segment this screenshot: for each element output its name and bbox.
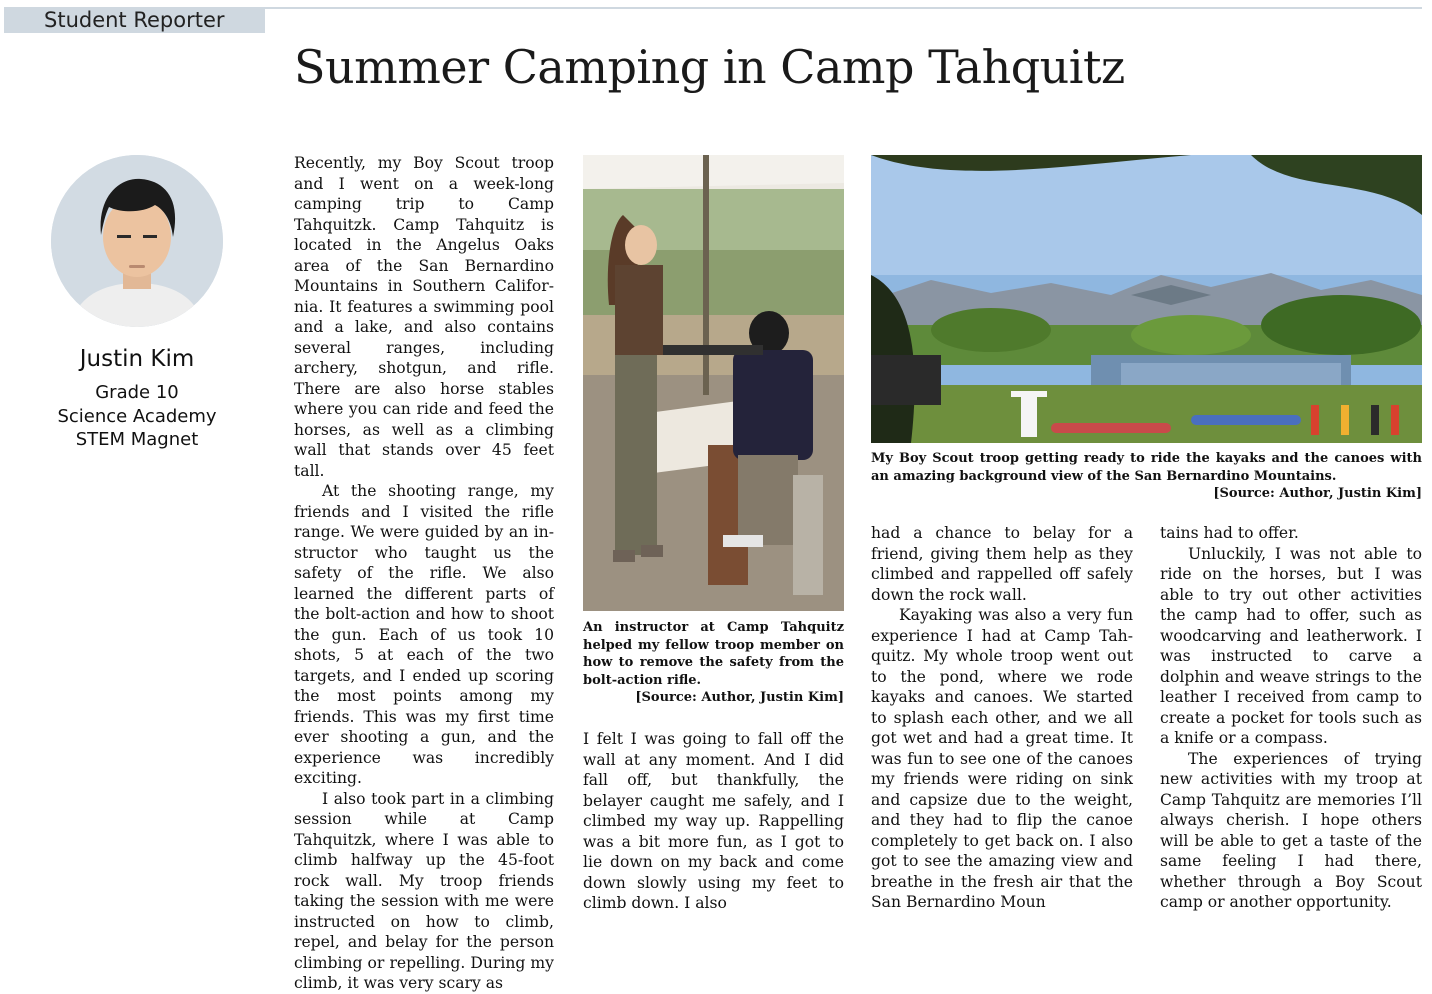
- kayak-lake-image-icon: [871, 155, 1422, 443]
- caption-source: [Source: Author, Justin Kim]: [635, 690, 844, 705]
- author-avatar: [51, 155, 223, 327]
- photo-rifle-range: [583, 155, 844, 611]
- author-school: Science Academy: [57, 406, 217, 427]
- paragraph: had a chance to belay for a friend, giving them help as they climbed and rappelled off safely down the rock wall.: [871, 524, 1133, 604]
- paragraph: Recently, my Boy Scout troop and I went on a week-long camping trip to Camp Tahquitzk. Camp Tahquitz is located in the Angelus Oaks area of the San Bernardino Mountains in Southern California. It features a swimming pool and a lake, and also contains several ranges, including archery, shotgun, and rifle. There are also horse stables where you can ride and feed the horses, as well as a climbing wall that stands over 45 feet tall.: [294, 154, 554, 480]
- headline: Summer Camping in Camp Tahquitz: [294, 40, 1125, 94]
- article-column-4: [1160, 523, 1422, 913]
- paragraph: I felt I was going to fall off the wall at any moment. And I did fall off, but thankfully, the belayer caught me safely, and I climbed my way up. Rappelling was a bit more fun, as I got to lie down on my back and come down slowly using my feet to climb down. I also: [583, 730, 844, 912]
- paragraph: At the shooting range, my friends and I visited the rifle range. We were guided by an instructor who taught us the safety of the rifle. We also learned the different parts of the bolt-action and how to shoot the gun. Each of us took 10 shots, 5 at each of the two targets, and I ended up scoring the most points among my friends. This was my first time ever shooting a gun, and the experience was incredibly exciting.: [294, 482, 554, 787]
- author-grade: Grade 10: [95, 382, 179, 403]
- article-column-2: [583, 729, 844, 914]
- caption-source: [Source: Author, Justin Kim]: [1213, 486, 1422, 501]
- paragraph: Kayaking was also a very fun experience I had at Camp Tahquitz. My whole troop went out to the pond, where we rode kayaks and canoes. We started to splash each other, and we all got wet and had a great time. It was fun to see one of the canoes my friends were riding on sink and capsize due to the weight, and they had to flip the canoe completely to get back on. I also got to see the amazing view and breathe in the fresh air that the San Bernardino Moun: [871, 606, 1133, 911]
- caption-text: My Boy Scout troop getting ready to ride the kayaks and the canoes with an amazing background view of the San Bernardino Mountains.: [871, 451, 1422, 484]
- caption-text: An instructor at Camp Tahquitz helped my fellow troop member on how to remove the safety from the bolt-action rifle.: [583, 620, 844, 688]
- photo-rifle-caption: [583, 619, 844, 707]
- top-rule: [265, 7, 1422, 9]
- author-portrait-icon: [51, 155, 223, 327]
- rifle-range-image-icon: [583, 155, 844, 611]
- section-tag: Student Reporter: [4, 7, 265, 33]
- article-column-1: [294, 153, 554, 994]
- photo-kayak-caption: [871, 450, 1422, 503]
- paragraph: tains had to offer.: [1160, 524, 1299, 542]
- photo-kayak-lake: [871, 155, 1422, 443]
- author-name: Justin Kim: [79, 346, 195, 372]
- article-column-3: [871, 523, 1133, 913]
- paragraph: Unluckily, I was not able to ride on the horses, but I was able to try out other activities the camp had to offer, such as woodcarving and leatherwork. I was instructed to carve a dolphin and weave strings to the leather I received from camp to create a pocket for tools such as a knife or a compass.: [1160, 544, 1422, 747]
- paragraph: The experiences of trying new activities with my troop at Camp Tahquitz are memories I’ll always cherish. I hope others will be able to get a taste of the same feeling I had there, whether through a Boy Scout camp or another opportunity.: [1160, 749, 1422, 911]
- author-program: STEM Magnet: [75, 429, 199, 450]
- paragraph: I also took part in a climbing session while at Camp Tahquitzk, where I was able to climb halfway up the 45-foot rock wall. My troop friends taking the session with me were instructed on how to climb, repel, and belay for the person climbing or repelling. During my climb, it was very scary as: [294, 789, 554, 992]
